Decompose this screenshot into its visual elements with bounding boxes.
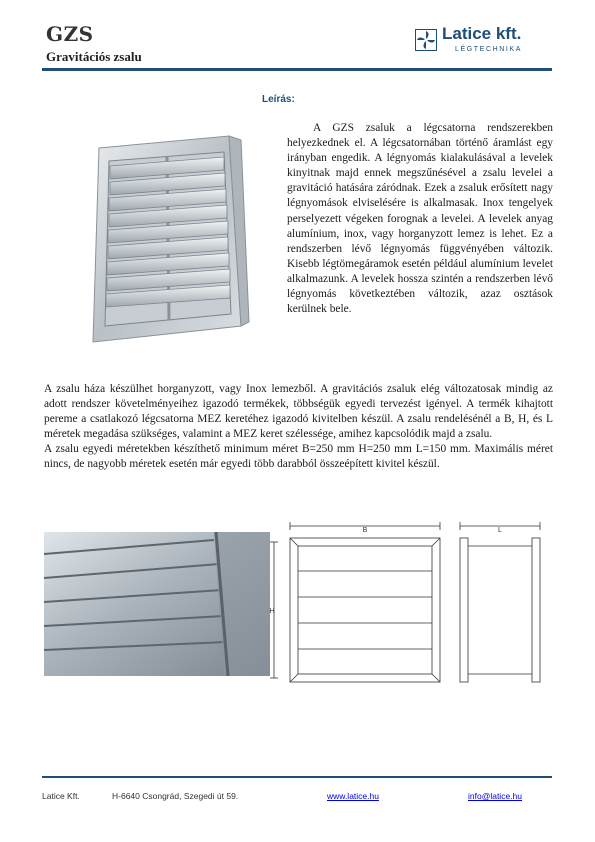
- footer-website-wrap: [327, 791, 379, 801]
- footer-divider: [42, 776, 552, 778]
- product-photo-damper: [79, 126, 255, 346]
- footer-email-link[interactable]: info@latice.hu: [468, 791, 522, 801]
- body-paragraph: A zsalu egyedi méretekben készíthető minimum méret B=250 mm H=250 mm L=150 mm. Maximális méret nincs, de nagyobb méretek esetén már egyedi több darabból összeépített kivitel készül.: [44, 443, 553, 470]
- body-text: [44, 382, 553, 472]
- drawing-label-l: L: [498, 527, 502, 534]
- product-photo-blades-closeup: [44, 532, 270, 676]
- footer-website-link[interactable]: www.latice.hu: [327, 791, 379, 801]
- logo-fan-icon: [415, 29, 437, 51]
- logo-tagline: LÉGTECHNIKA: [455, 46, 522, 53]
- body-paragraph: A zsalu háza készülhet horganyzott, vagy Inox lemezből. A gravitációs zsaluk elég változatosak mindig az adott rendszer követelményeihez igazodó termékek, többségük egyedi tervezést igényel. A termék kihajtott pereme a csatlakozó légcsatorna MEZ keretéhez igazodó kivitelben készül. A zsalu rendelésénél a B, H, és L méretek megadása szükséges, valamint a MEZ keret szélessége, amihez kapcsolódik majd a zsalu.: [44, 383, 553, 440]
- document-subtitle: Gravitációs zsalu: [46, 49, 142, 64]
- logo-company-name: Latice kft.: [442, 24, 522, 43]
- footer-company: Latice Kft.: [42, 791, 80, 801]
- header-divider: [42, 68, 552, 71]
- drawing-label-h: H: [269, 608, 275, 615]
- section-label: Leírás:: [262, 94, 295, 105]
- footer-email-wrap: [468, 791, 522, 801]
- technical-drawing: [268, 520, 553, 690]
- footer-address: H-6640 Csongrád, Szegedi út 59.: [112, 791, 239, 801]
- drawing-label-b: B: [362, 527, 368, 534]
- intro-paragraph: A GZS zsaluk a légcsatorna rendszerekben helyezkednek el. A légcsatornában történő áramlást egy irányban engedik. A légnyomás kialakulásával a levelek kinyitnak majd ennek megszűnésével a zsalu levelei a gravitáció hatására záródnak. Ezek a zsaluk erősített nagy légnyomások elviselésére is alkalmasak. Inox tengelyek perselyezett végeken forognak a levelei. A levelek anyag alumínium, inox, vagy horganyzott lemez is lehet. Ez a rendszerben lévő légnyomás függvényében változik. Kisebb légtömegáramok esetén például alumínium levelet alkalmazunk. A levelek hossza szintén a rendszerben lévő légnyomás következtében változik, azaz osztások kerülnek bele.: [287, 122, 553, 316]
- document-title: GZS: [46, 22, 94, 46]
